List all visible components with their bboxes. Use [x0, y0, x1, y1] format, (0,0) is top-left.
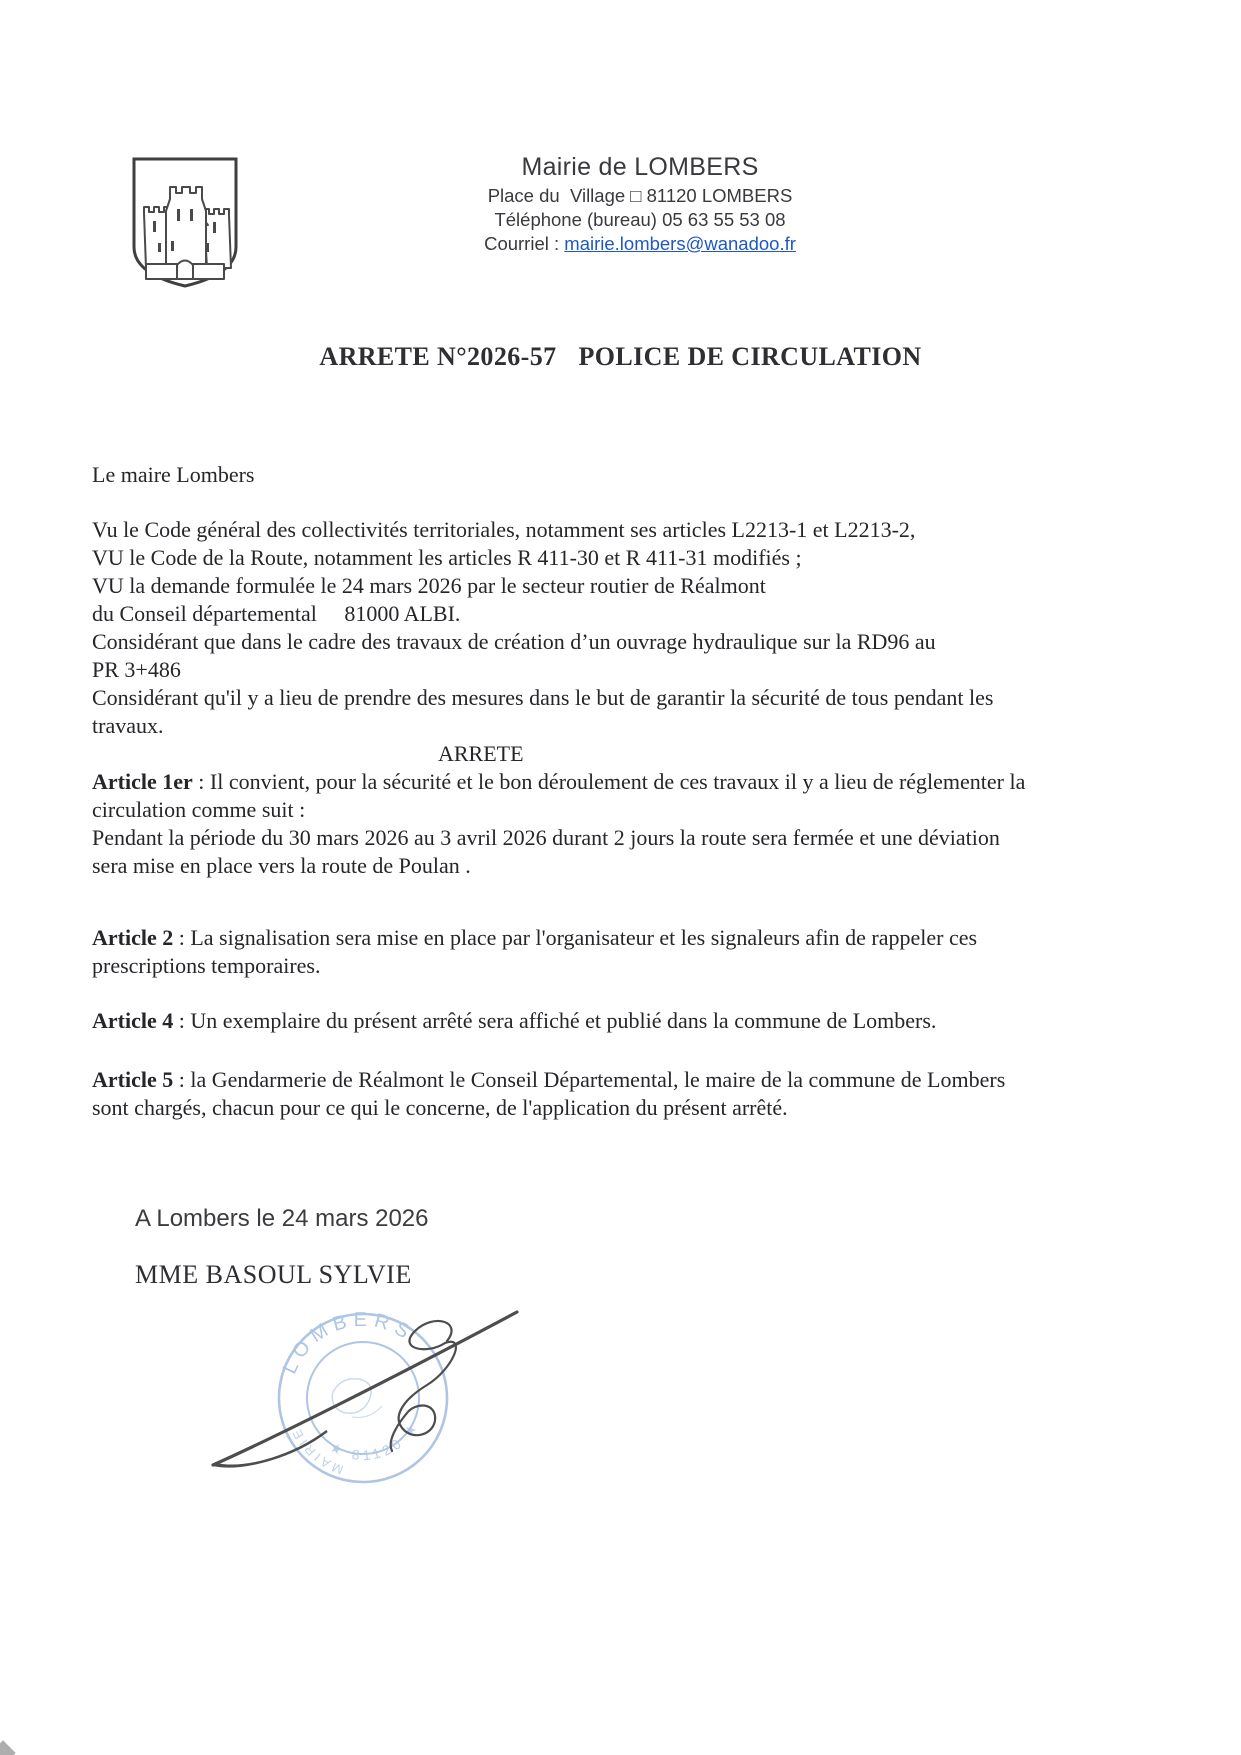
signatory-name: MME BASOUL SYLVIE: [135, 1260, 412, 1289]
org-address: Place du Village □ 81120 LOMBERS: [487, 185, 793, 206]
body-line: Article 1er : Il convient, pour la sécurité et le bon déroulement de ces travaux il y a lieu de réglementer la: [92, 769, 1026, 794]
svg-text:LOMBERS: [269, 1292, 423, 1382]
body-line: PR 3+486: [92, 657, 181, 682]
body-line: sera mise en place vers la route de Poulan .: [92, 853, 471, 878]
article-label: Article 2: [92, 925, 174, 950]
place-date-line: A Lombers le 24 mars 2026: [135, 1205, 429, 1232]
article-label: Article 5: [92, 1067, 174, 1092]
body-line: Article 2 : La signalisation sera mise en place par l'organisateur et les signaleurs afin de rappeler ces: [92, 925, 978, 950]
title-subject: POLICE DE CIRCULATION: [578, 342, 922, 371]
title-number: ARRETE N°2026-57: [319, 342, 557, 371]
body-line: VU la demande formulée le 24 mars 2026 par le secteur routier de Réalmont: [92, 573, 766, 598]
body-line: ARRETE: [438, 741, 524, 766]
body-line: Pendant la période du 30 mars 2026 au 3 avril 2026 durant 2 jours la route sera fermée et une déviation: [92, 825, 1000, 850]
article-label: Article 4: [92, 1008, 174, 1033]
document-body: [92, 461, 1172, 1122]
scan-corner-artifact: [0, 1740, 16, 1755]
body-line: sont chargés, chacun pour ce qui le concerne, de l'application du présent arrêté.: [92, 1095, 788, 1120]
email-link[interactable]: mairie.lombers@wanadoo.fr: [564, 233, 796, 254]
org-name: Mairie de LOMBERS: [521, 153, 759, 181]
handwritten-signature: [213, 1312, 517, 1466]
body-line: Considérant qu'il y a lieu de prendre des mesures dans le but de garantir la sécurité de tous pendant les: [92, 685, 994, 710]
body-line: circulation comme suit :: [92, 797, 306, 822]
body-line: Article 5 : la Gendarmerie de Réalmont le Conseil Départemental, le maire de la commune de Lombers: [92, 1067, 1006, 1092]
body-line: Le maire Lombers: [92, 462, 255, 487]
org-phone: Téléphone (bureau) 05 63 55 53 08: [494, 209, 786, 230]
article-label: Article 1er: [92, 769, 193, 794]
body-line: Article 4 : Un exemplaire du présent arrêté sera affiché et publié dans la commune de Lombers.: [92, 1008, 937, 1033]
stamp-left-text: MAIRIE: [287, 1424, 346, 1478]
castle-emblem-icon: [130, 155, 240, 290]
stamp-top-text: LOMBERS: [278, 1308, 419, 1378]
document-title: [0, 342, 1241, 372]
stamp-bottom-text: ★ 81120 ★: [327, 1417, 423, 1464]
body-line: travaux.: [92, 713, 164, 738]
email-label: Courriel :: [484, 233, 565, 254]
body-line: prescriptions temporaires.: [92, 953, 321, 978]
body-line: VU le Code de la Route, notamment les articles R 411-30 et R 411-31 modifiés ;: [92, 545, 802, 570]
stamp-and-signature: [195, 1285, 555, 1515]
org-email-line: [440, 232, 840, 256]
body-line: du Conseil départemental 81000 ALBI.: [92, 601, 461, 626]
letterhead: [440, 150, 840, 256]
body-line: Considérant que dans le cadre des travaux de création d’un ouvrage hydraulique sur la RD96 au: [92, 629, 936, 654]
body-line: Vu le Code général des collectivités territoriales, notamment ses articles L2213-1 et L2213-2,: [92, 517, 916, 542]
